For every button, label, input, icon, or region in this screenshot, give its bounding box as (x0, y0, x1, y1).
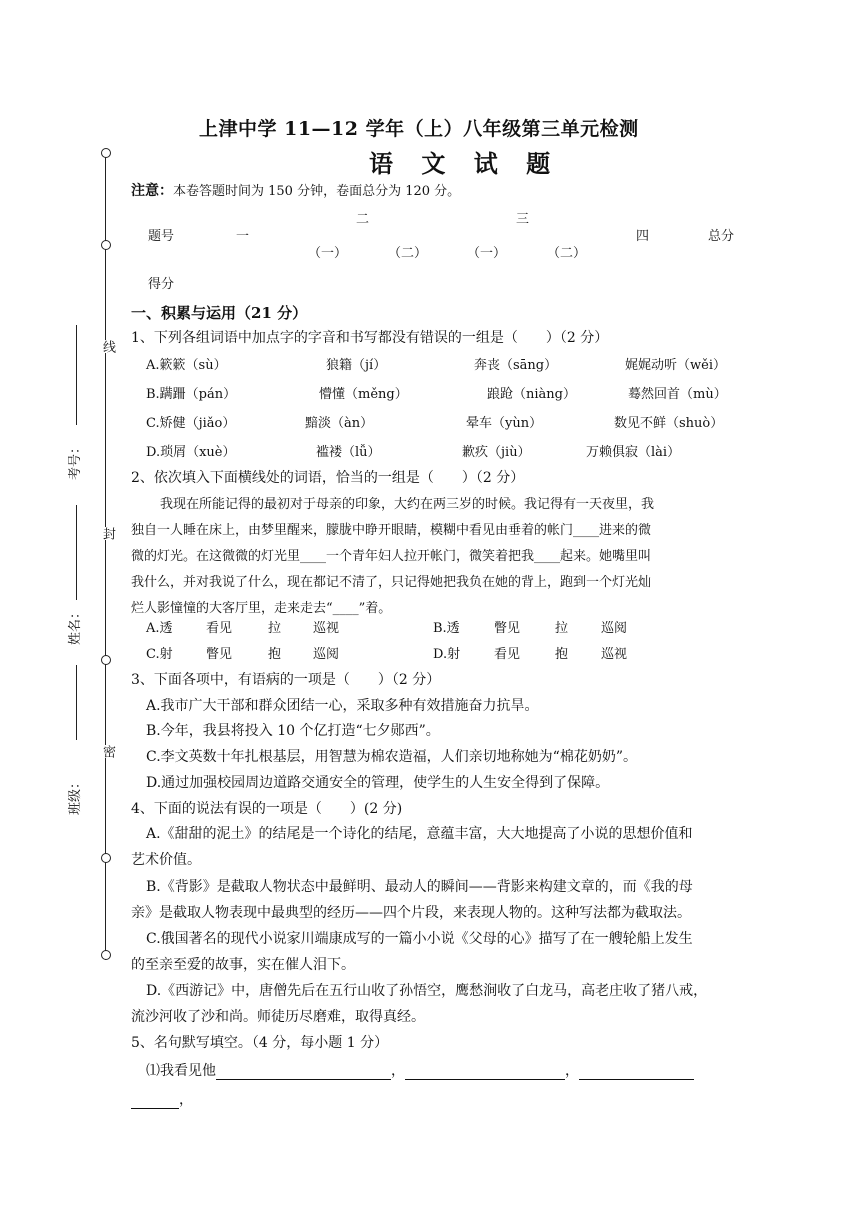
q1-d-2: 褴褛（lǚ） (316, 445, 381, 460)
q1-a-4: 娓娓动听（wěi） (625, 358, 726, 373)
exam-title: 上津中学 11—12 学年（上）八年级第三单元检测 (199, 118, 639, 140)
note-label: 注意： (131, 183, 173, 199)
q2-b-2: 瞥见 (494, 621, 521, 636)
q2-a-4: 巡视 (313, 621, 340, 636)
binding-mi: 密 (100, 745, 115, 758)
q5-item1-prefix: ⑴我看见他 (146, 1063, 216, 1079)
binding-line (105, 152, 106, 960)
binding-circle (101, 853, 111, 863)
score-san-1: （一） (467, 246, 507, 261)
answer-blank[interactable] (405, 1065, 565, 1080)
answer-blank[interactable] (131, 1094, 179, 1109)
q1-c-3: 晕车（yùn） (466, 416, 543, 431)
q5-item1-cont (131, 1089, 193, 1109)
q3-b: B.今年，我县将投入 10 个亿打造“七夕郧西”。 (146, 723, 440, 739)
q4-a-line2: 艺术价值。 (131, 852, 201, 868)
note-text: 本卷答题时间为 150 分钟，卷面总分为 120 分。 (173, 184, 461, 199)
exam-subtitle: 语 文 试 题 (369, 149, 561, 178)
score-yi: 一 (236, 229, 250, 244)
q2-b-3: 拉 (555, 621, 569, 636)
score-zongfen: 总分 (708, 229, 735, 244)
q2-c-4: 巡阅 (313, 647, 340, 662)
binding-xian: 线 (100, 340, 115, 353)
comma: ， (391, 1063, 405, 1079)
q2-a-3: 拉 (268, 621, 282, 636)
comma: ， (565, 1063, 579, 1079)
q1-b-4: 蓦然回首（mù） (628, 387, 727, 402)
q3-c: C.李文英数十年扎根基层，用智慧为棉农造福，人们亲切地称她为“棉花奶奶”。 (146, 749, 637, 765)
q1-d-1: D.琐屑（xuè） (146, 445, 236, 460)
binding-circle (101, 950, 111, 960)
q2-a-1: A.透 (146, 621, 173, 636)
binding-circle (101, 148, 111, 158)
q2-d-2: 看见 (494, 647, 521, 662)
q1-a-3: 奔丧（sāng） (474, 358, 558, 373)
xingming-line (76, 505, 77, 600)
section1-heading: 一、积累与运用（21 分） (131, 304, 308, 322)
q4-d-line1: D.《西游记》中，唐僧先后在五行山收了孙悟空，鹰愁涧收了白龙马，高老庄收了猪八戒， (146, 983, 708, 999)
q3-stem: 3、下面各项中，有语病的一项是（ ）（2 分） (131, 672, 441, 688)
q4-b-line2: 亲》是截取人物表现中最典型的经历——四个片段，来表现人物的。这种写法都为截取法。 (131, 905, 691, 921)
q2-passage-1: 我现在所能记得的最初对于母亲的印象，大约在两三岁的时候。我记得有一天夜里，我 (160, 497, 655, 512)
binding-circle (101, 655, 111, 665)
q1-d-3: 歉疚（jiù） (462, 445, 531, 460)
q2-stem: 2、依次填入下面横线处的词语，恰当的一组是（ ）（2 分） (131, 470, 525, 486)
banji-label: 班级： (68, 775, 83, 815)
q1-d-4: 万赖俱寂（lài） (586, 445, 681, 460)
q1-c-2: 黯淡（àn） (305, 416, 374, 431)
q2-d-1: D.射 (433, 647, 461, 662)
q5-stem: 5、名句默写填空。（4 分，每小题 1 分） (131, 1035, 389, 1051)
q2-c-1: C.射 (146, 647, 173, 662)
q4-d-line2: 流沙河收了沙和尚。师徒历尽磨难，取得真经。 (131, 1009, 425, 1025)
score-san-2: （二） (547, 246, 587, 261)
score-er-2: （二） (388, 246, 428, 261)
kaohao-line (76, 325, 77, 425)
q1-c-4: 数见不鲜（shuò） (614, 416, 724, 431)
kaohao-label: 考号： (68, 440, 83, 480)
q1-b-1: B.蹒跚（pán） (146, 387, 237, 402)
q3-a: A.我市广大干部和群众团结一心，采取多种有效措施奋力抗旱。 (146, 698, 539, 714)
q4-stem: 4、下面的说法有误的一项是（ ）(2 分) (131, 801, 403, 817)
q1-b-2: 懵懂（měng） (319, 387, 408, 402)
q4-b-line1: B.《背影》是截取人物状态中最鲜明、最动人的瞬间——背影来构建文章的，而《我的母 (146, 879, 693, 895)
q1-a-2: 狼籍（jí） (326, 358, 387, 373)
exam-note (131, 180, 460, 200)
xingming-label: 姓名： (68, 605, 83, 645)
score-defen: 得分 (148, 277, 175, 292)
q2-passage-5: 烂人影憧憧的大客厅里，走来走去“____”着。 (131, 601, 392, 616)
q4-a-line1: A.《甜甜的泥土》的结尾是一个诗化的结尾，意蕴丰富，大大地提高了小说的思想价值和 (146, 826, 693, 842)
score-tihao: 题号 (148, 229, 175, 244)
q1-c-1: C.矫健（jiǎo） (146, 416, 236, 431)
score-si: 四 (636, 229, 650, 244)
q1-stem: 1、下列各组词语中加点字的字音和书写都没有错误的一组是（ ）（2 分） (131, 330, 609, 346)
binding-circle (101, 240, 111, 250)
q2-c-3: 抱 (268, 647, 282, 662)
answer-blank[interactable] (216, 1065, 391, 1080)
q2-d-4: 巡视 (601, 647, 628, 662)
q1-b-3: 踉跄（niàng） (487, 387, 576, 402)
answer-blank[interactable] (579, 1065, 694, 1080)
q5-item1 (146, 1060, 694, 1080)
q2-a-2: 看见 (206, 621, 233, 636)
q2-b-4: 巡阅 (601, 621, 628, 636)
q4-c-line1: C.俄国著名的现代小说家川端康成写的一篇小小说《父母的心》描写了在一艘轮船上发生 (146, 931, 693, 947)
score-san: 三 (516, 212, 530, 227)
q2-passage-2: 独自一人睡在床上，由梦里醒来，朦胧中睁开眼睛，模糊中看见由垂着的帐门____进来的微 (131, 523, 652, 538)
q2-passage-3: 微的灯光。在这微微的灯光里____一个青年妇人拉开帐门，微笑着把我____起来。她嘴里叫 (131, 549, 652, 564)
binding-feng: 封 (100, 527, 115, 540)
q2-d-3: 抱 (555, 647, 569, 662)
banji-line (76, 665, 77, 740)
q2-c-2: 瞥见 (206, 647, 233, 662)
q1-a-1: A.簌簌（sù） (146, 358, 227, 373)
q4-c-line2: 的至亲至爱的故事，实在催人泪下。 (131, 957, 355, 973)
comma: ， (179, 1092, 193, 1108)
q3-d: D.通过加强校园周边道路交通安全的管理，使学生的人生安全得到了保障。 (146, 775, 610, 791)
score-er: 二 (356, 212, 370, 227)
score-er-1: （一） (308, 246, 348, 261)
q2-b-1: B.透 (433, 621, 460, 636)
q2-passage-4: 我什么，并对我说了什么，现在都记不清了，只记得她把我负在她的背上，跑到一个灯光灿 (131, 575, 652, 590)
